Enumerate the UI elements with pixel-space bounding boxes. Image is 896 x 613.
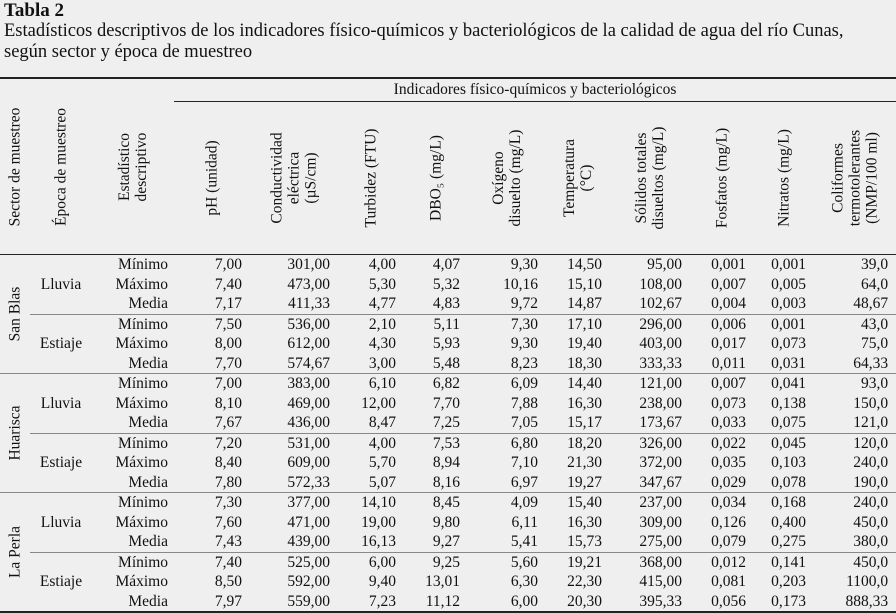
value-cell: 75,0 xyxy=(861,335,889,353)
value-cell: 5,30 xyxy=(368,275,396,293)
value-cell: 20,30 xyxy=(546,592,610,613)
value-cell: 8,50 xyxy=(214,573,242,591)
value-cell: 469,00 xyxy=(287,394,330,412)
value-cell: 18,30 xyxy=(567,354,602,372)
value-cell: 439,00 xyxy=(287,533,330,551)
header-estadistico-line: descriptivo xyxy=(133,132,150,201)
header-epoca-text xyxy=(53,108,70,226)
indicator-header-text xyxy=(714,128,731,228)
value-cell: 93,0 xyxy=(814,374,896,394)
value-cell: 0,007 xyxy=(690,374,754,394)
indicator-header-text xyxy=(830,130,881,226)
indicator-group-title: Indicadores físico-químicos y bacteriológicos xyxy=(174,78,896,102)
epoca-name: Lluvia xyxy=(40,275,82,293)
value-cell: 347,67 xyxy=(639,473,682,491)
value-cell: 0,141 xyxy=(754,552,814,572)
epoca-name: Estiaje xyxy=(30,314,92,374)
indicator-header-line: Temperatura xyxy=(561,138,578,218)
table-row xyxy=(0,513,896,533)
value-cell: 95,00 xyxy=(647,256,682,274)
indicator-header-line: Coliformes xyxy=(829,143,847,213)
stat-label: Mínimo xyxy=(92,493,174,513)
value-cell: 1100,0 xyxy=(846,573,889,591)
indicator-header xyxy=(546,102,610,255)
indicator-header-line: DBO₅ (mg/L) xyxy=(427,135,445,221)
indicator-header xyxy=(338,102,404,255)
value-cell: 9,25 xyxy=(404,552,468,572)
value-cell: 7,40 xyxy=(214,275,242,293)
value-cell: 4,00 xyxy=(368,256,396,274)
value-cell: 7,60 xyxy=(214,513,242,531)
value-cell: 15,17 xyxy=(567,414,602,432)
value-cell: 5,48 xyxy=(432,354,460,372)
stat-label: Mínimo xyxy=(92,374,174,394)
value-cell: 0,400 xyxy=(771,513,806,531)
value-cell: 0,011 xyxy=(711,354,746,372)
epoca-name: Estiaje xyxy=(30,433,92,493)
value-cell: 8,16 xyxy=(432,473,460,491)
value-cell: 7,23 xyxy=(338,592,404,613)
header-estadistico xyxy=(92,78,174,255)
header-row-top xyxy=(0,78,896,102)
value-cell: 609,00 xyxy=(287,454,330,472)
table-number: Tabla 2 xyxy=(4,0,65,21)
value-cell: 8,10 xyxy=(214,394,242,412)
header-sector xyxy=(0,78,30,255)
value-cell: 6,10 xyxy=(338,374,404,394)
table-row xyxy=(0,354,896,374)
value-cell: 0,168 xyxy=(754,493,814,513)
indicator-header-line: (µS/cm) xyxy=(302,152,320,204)
value-cell: 16,30 xyxy=(567,394,602,412)
indicator-header xyxy=(250,102,338,255)
sector-name-text: San Blas xyxy=(6,286,24,342)
value-cell: 0,275 xyxy=(771,533,806,551)
value-cell: 9,40 xyxy=(368,573,396,591)
value-cell: 0,045 xyxy=(754,433,814,453)
value-cell: 16,13 xyxy=(361,533,396,551)
value-cell: 415,00 xyxy=(639,573,682,591)
value-cell: 0,138 xyxy=(771,394,806,412)
value-cell: 6,00 xyxy=(468,592,546,613)
value-cell: 5,41 xyxy=(510,533,538,551)
indicator-header-text xyxy=(561,139,595,217)
value-cell: 0,173 xyxy=(754,592,814,613)
value-cell: 5,07 xyxy=(368,473,396,491)
value-cell: 240,0 xyxy=(814,493,896,513)
value-cell: 5,11 xyxy=(404,314,468,334)
value-cell: 0,005 xyxy=(771,275,806,293)
value-cell: 395,33 xyxy=(610,592,690,613)
indicator-header-line: Sólidos totales xyxy=(633,132,650,224)
stat-label: Máximo xyxy=(115,513,168,531)
value-cell: 471,00 xyxy=(287,513,330,531)
stat-label: Mínimo xyxy=(92,552,174,572)
value-cell: 0,035 xyxy=(711,454,746,472)
value-cell: 275,00 xyxy=(639,533,682,551)
value-cell: 0,079 xyxy=(711,533,746,551)
value-cell: 8,94 xyxy=(432,454,460,472)
value-cell: 7,30 xyxy=(174,493,250,513)
value-cell: 0,034 xyxy=(690,493,754,513)
indicator-header-line: Turbidez (FTU) xyxy=(362,128,380,228)
header-sector-line: Sector de muestreo xyxy=(6,107,24,226)
table-row xyxy=(0,572,896,592)
value-cell: 0,073 xyxy=(711,394,746,412)
table-row xyxy=(0,473,896,493)
indicator-header xyxy=(174,102,250,255)
value-cell: 150,0 xyxy=(853,394,889,412)
value-cell: 7,88 xyxy=(510,394,538,412)
value-cell: 8,47 xyxy=(368,414,396,432)
value-cell: 6,80 xyxy=(468,433,546,453)
epoca-name: Estiaje xyxy=(30,552,92,612)
table-row xyxy=(0,275,896,295)
value-cell: 102,67 xyxy=(639,295,682,313)
value-cell: 4,07 xyxy=(432,256,460,274)
value-cell: 64,0 xyxy=(861,275,889,293)
value-cell: 15,73 xyxy=(567,533,602,551)
value-cell: 0,029 xyxy=(711,473,746,491)
value-cell: 0,103 xyxy=(771,454,806,472)
table-row xyxy=(0,413,896,433)
value-cell: 7,10 xyxy=(510,454,538,472)
value-cell: 108,00 xyxy=(639,275,682,293)
table-row xyxy=(0,334,896,354)
indicator-header-line: (NMP/100 ml) xyxy=(863,132,881,224)
value-cell: 3,00 xyxy=(368,354,396,372)
value-cell: 403,00 xyxy=(639,335,682,353)
value-cell: 120,0 xyxy=(814,433,896,453)
value-cell: 525,00 xyxy=(250,552,338,572)
value-cell: 7,80 xyxy=(214,473,242,491)
value-cell: 19,27 xyxy=(567,473,602,491)
indicator-header xyxy=(754,102,814,255)
value-cell: 0,001 xyxy=(754,314,814,334)
value-cell: 238,00 xyxy=(639,394,682,412)
indicator-header xyxy=(690,102,754,255)
value-cell: 0,033 xyxy=(711,414,746,432)
indicator-header-line: disuelto (mg/L) xyxy=(507,129,524,227)
stat-label: Mínimo xyxy=(92,314,174,334)
header-epoca xyxy=(30,78,92,255)
value-cell: 7,43 xyxy=(214,533,242,551)
stat-label: Media xyxy=(128,473,168,491)
header-sector-text xyxy=(7,107,24,226)
value-cell: 4,83 xyxy=(432,295,460,313)
value-cell: 5,70 xyxy=(368,454,396,472)
value-cell: 7,30 xyxy=(468,314,546,334)
value-cell: 15,40 xyxy=(546,493,610,513)
value-cell: 21,30 xyxy=(567,454,602,472)
sector-name xyxy=(0,255,30,374)
value-cell: 411,33 xyxy=(287,295,330,313)
value-cell: 19,00 xyxy=(361,513,396,531)
value-cell: 8,40 xyxy=(214,454,242,472)
sector-name-text: La Perla xyxy=(6,525,24,579)
value-cell: 0,001 xyxy=(771,256,806,274)
value-cell: 296,00 xyxy=(610,314,690,334)
value-cell: 9,30 xyxy=(510,256,538,274)
stat-label: Media xyxy=(128,354,168,372)
value-cell: 11,12 xyxy=(404,592,468,613)
indicator-header xyxy=(404,102,468,255)
value-cell: 4,77 xyxy=(368,295,396,313)
value-cell: 7,00 xyxy=(174,374,250,394)
value-cell: 0,073 xyxy=(771,335,806,353)
indicator-header-text xyxy=(633,127,667,230)
value-cell: 7,70 xyxy=(214,354,242,372)
value-cell: 0,012 xyxy=(690,552,754,572)
value-cell: 22,30 xyxy=(567,573,602,591)
value-cell: 0,081 xyxy=(711,573,746,591)
value-cell: 536,00 xyxy=(250,314,338,334)
indicator-header-text xyxy=(428,135,445,221)
table-caption: Estadísticos descriptivos de los indicadores físico-químicos y bacteriológicos de la calidad de agua del río Cunas, según sector y época de muestreo xyxy=(4,21,844,62)
value-cell: 5,60 xyxy=(468,552,546,572)
value-cell: 14,50 xyxy=(567,256,602,274)
value-cell: 190,0 xyxy=(853,473,889,491)
value-cell: 64,33 xyxy=(853,354,889,372)
value-cell: 0,007 xyxy=(711,275,746,293)
value-cell: 5,32 xyxy=(432,275,460,293)
indicator-header-line: (°C) xyxy=(578,164,595,192)
value-cell: 333,33 xyxy=(639,354,682,372)
value-cell: 240,0 xyxy=(853,454,889,472)
value-cell: 9,80 xyxy=(432,513,460,531)
indicator-header-line: Conductividad xyxy=(268,132,286,224)
value-cell: 572,33 xyxy=(287,473,330,491)
indicator-header-line: Fosfatos (mg/L) xyxy=(713,127,731,229)
sector-name-text: Huarisca xyxy=(6,405,24,461)
indicator-header-text xyxy=(490,130,524,227)
value-cell: 531,00 xyxy=(250,433,338,453)
value-cell: 7,17 xyxy=(214,295,242,313)
table-row xyxy=(0,394,896,414)
stat-label: Máximo xyxy=(115,573,168,591)
table-row xyxy=(0,532,896,552)
value-cell: 6,30 xyxy=(510,573,538,591)
value-cell: 574,67 xyxy=(287,354,330,372)
value-cell: 16,30 xyxy=(567,513,602,531)
value-cell: 0,006 xyxy=(690,314,754,334)
value-cell: 121,0 xyxy=(853,414,889,432)
value-cell: 9,72 xyxy=(510,295,538,313)
value-cell: 14,10 xyxy=(338,493,404,513)
value-cell: 309,00 xyxy=(639,513,682,531)
stat-label: Media xyxy=(128,533,168,551)
data-table xyxy=(0,77,896,613)
table-row xyxy=(0,552,896,572)
value-cell: 0,017 xyxy=(711,335,746,353)
value-cell: 121,00 xyxy=(610,374,690,394)
value-cell: 6,82 xyxy=(404,374,468,394)
value-cell: 8,23 xyxy=(510,354,538,372)
value-cell: 301,00 xyxy=(287,256,330,274)
value-cell: 0,056 xyxy=(690,592,754,613)
table-row xyxy=(0,453,896,473)
value-cell: 0,031 xyxy=(771,354,806,372)
value-cell: 13,01 xyxy=(425,573,460,591)
stat-label: Media xyxy=(128,414,168,432)
value-cell: 326,00 xyxy=(610,433,690,453)
value-cell: 48,67 xyxy=(853,295,889,313)
epoca-name: Lluvia xyxy=(30,493,92,553)
value-cell: 0,004 xyxy=(711,295,746,313)
value-cell: 6,11 xyxy=(511,513,538,531)
value-cell: 7,50 xyxy=(174,314,250,334)
value-cell: 14,87 xyxy=(567,295,602,313)
header-estadistico-line: Estadístico xyxy=(116,132,133,201)
indicator-header-line: Nitratos (mg/L) xyxy=(775,129,793,227)
value-cell: 7,67 xyxy=(214,414,242,432)
value-cell: 368,00 xyxy=(610,552,690,572)
indicator-header-line: eléctrica xyxy=(285,151,303,205)
value-cell: 7,05 xyxy=(510,414,538,432)
value-cell: 9,30 xyxy=(510,335,538,353)
indicator-header xyxy=(814,102,896,255)
value-cell: 6,00 xyxy=(338,552,404,572)
value-cell: 8,45 xyxy=(404,493,468,513)
value-cell: 0,078 xyxy=(771,473,806,491)
stat-label: Máximo xyxy=(115,394,168,412)
value-cell: 8,00 xyxy=(214,335,242,353)
value-cell: 0,003 xyxy=(771,295,806,313)
indicator-header-text xyxy=(269,132,320,223)
table-row xyxy=(0,592,896,613)
value-cell: 450,0 xyxy=(853,513,889,531)
value-cell: 19,21 xyxy=(546,552,610,572)
stat-label: Media xyxy=(128,295,168,313)
value-cell: 372,00 xyxy=(639,454,682,472)
value-cell: 592,00 xyxy=(287,573,330,591)
value-cell: 383,00 xyxy=(250,374,338,394)
indicator-header-line: termotolerantes xyxy=(846,129,864,227)
value-cell: 0,126 xyxy=(711,513,746,531)
value-cell: 10,16 xyxy=(503,275,538,293)
value-cell: 559,00 xyxy=(250,592,338,613)
table-row xyxy=(0,493,896,513)
value-cell: 14,40 xyxy=(546,374,610,394)
header-estadistico-text xyxy=(116,132,150,201)
stat-label: Máximo xyxy=(115,335,168,353)
value-cell: 0,203 xyxy=(771,573,806,591)
value-cell: 6,09 xyxy=(468,374,546,394)
indicator-header-text xyxy=(776,129,793,227)
value-cell: 0,022 xyxy=(690,433,754,453)
value-cell: 473,00 xyxy=(287,275,330,293)
epoca-name: Lluvia xyxy=(30,374,92,434)
value-cell: 0,001 xyxy=(711,256,746,274)
value-cell: 4,30 xyxy=(368,335,396,353)
indicator-header-text xyxy=(204,140,221,215)
sector-name xyxy=(0,374,30,493)
value-cell: 436,00 xyxy=(287,414,330,432)
value-cell: 0,075 xyxy=(771,414,806,432)
value-cell: 12,00 xyxy=(361,394,396,412)
value-cell: 4,00 xyxy=(338,433,404,453)
value-cell: 173,67 xyxy=(639,414,682,432)
value-cell: 888,33 xyxy=(814,592,896,613)
stat-label: Mínimo xyxy=(92,433,174,453)
value-cell: 6,97 xyxy=(510,473,538,491)
value-cell: 0,041 xyxy=(754,374,814,394)
table-row xyxy=(0,374,896,394)
value-cell: 450,0 xyxy=(814,552,896,572)
stat-label: Máximo xyxy=(115,275,168,293)
table-title-block xyxy=(4,0,846,63)
value-cell: 39,0 xyxy=(861,256,889,274)
indicator-header-line: pH (unidad) xyxy=(203,140,221,216)
indicator-header-text xyxy=(363,129,380,228)
value-cell: 7,00 xyxy=(214,256,242,274)
value-cell: 7,53 xyxy=(404,433,468,453)
indicator-header xyxy=(468,102,546,255)
table-row xyxy=(0,255,896,275)
value-cell: 17,10 xyxy=(546,314,610,334)
value-cell: 15,10 xyxy=(567,275,602,293)
value-cell: 7,70 xyxy=(432,394,460,412)
value-cell: 2,10 xyxy=(338,314,404,334)
stat-label: Máximo xyxy=(115,454,168,472)
table-row xyxy=(0,294,896,314)
value-cell: 380,0 xyxy=(853,533,889,551)
stat-label: Media xyxy=(92,592,174,613)
value-cell: 7,40 xyxy=(174,552,250,572)
value-cell: 4,09 xyxy=(468,493,546,513)
indicator-header-line: disueltos (mg/L) xyxy=(650,126,667,230)
value-cell: 7,20 xyxy=(174,433,250,453)
value-cell: 19,40 xyxy=(567,335,602,353)
value-cell: 18,20 xyxy=(546,433,610,453)
value-cell: 5,93 xyxy=(432,335,460,353)
indicator-header-line: Oxígeno xyxy=(490,151,507,205)
indicator-header xyxy=(610,102,690,255)
value-cell: 9,27 xyxy=(432,533,460,551)
value-cell: 377,00 xyxy=(250,493,338,513)
table-row xyxy=(0,433,896,453)
value-cell: 612,00 xyxy=(287,335,330,353)
table-row xyxy=(0,314,896,334)
value-cell: 237,00 xyxy=(610,493,690,513)
stat-label: Mínimo xyxy=(118,256,168,274)
value-cell: 43,0 xyxy=(814,314,896,334)
value-cell: 7,25 xyxy=(432,414,460,432)
value-cell: 7,97 xyxy=(174,592,250,613)
header-epoca-line: Época de muestreo xyxy=(52,107,70,226)
sector-name xyxy=(0,493,30,613)
